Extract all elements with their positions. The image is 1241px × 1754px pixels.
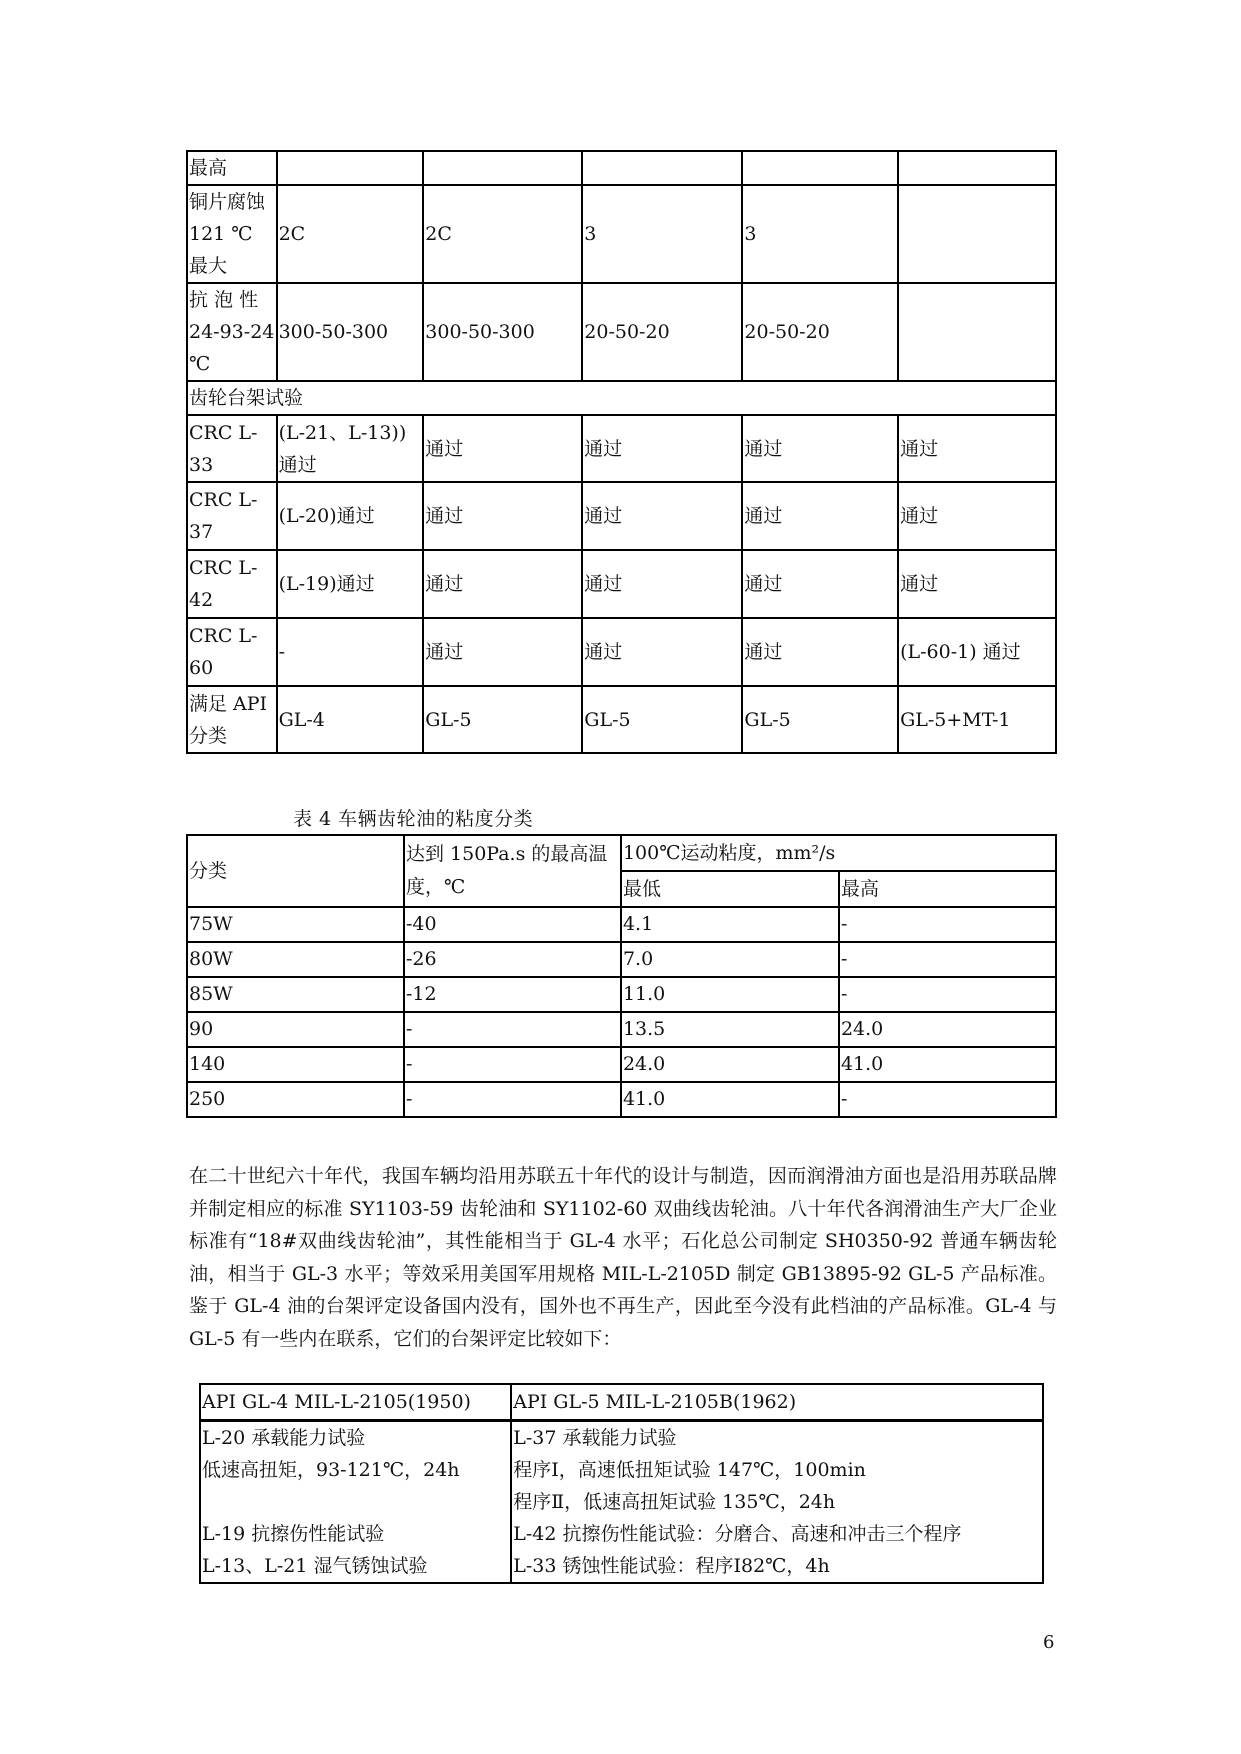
row-label: 满足 API 分类 [187,686,277,753]
table-cell: 20-50-20 [582,283,742,381]
table-row [200,1420,1043,1583]
row-label: CRC L-42 [187,550,277,618]
gl4-tests-cell [200,1420,511,1583]
page-number: 6 [1043,1632,1055,1653]
table-row [187,977,1056,1012]
table-cell [277,151,424,185]
table-header-row [187,835,1056,871]
test-line: L-42 抗擦伤性能试验：分磨合、高速和冲击三个程序 [513,1522,962,1545]
table-cell: 2C [277,185,424,283]
table-cell: 20-50-20 [742,283,898,381]
table-cell: 通过 [898,415,1056,482]
table-cell: 通过 [423,482,582,550]
table-cell: 通过 [898,482,1056,550]
table-cell: 通过 [423,415,582,482]
table-cell: 24.0 [839,1012,1056,1047]
gl5-tests-cell [511,1420,1043,1583]
header-kinematic-viscosity: 100℃运动粘度，mm²/s [621,835,1056,871]
test-line: L-13、L-21 湿气锈蚀试验 [202,1554,428,1577]
table-row [187,942,1056,977]
table-cell: 通过 [582,415,742,482]
table-caption: 表 4 车辆齿轮油的粘度分类 [293,808,534,830]
header-gl5: API GL-5 MIL-L-2105B(1962) [511,1384,1043,1420]
table-cell: (L-20)通过 [277,482,424,550]
section-row [187,381,1056,415]
table-cell: GL-5 [423,686,582,753]
gl4-gl5-comparison-table [199,1383,1044,1584]
table-cell: 300-50-300 [277,283,424,381]
table-cell: 3 [742,185,898,283]
table-cell: GL-4 [277,686,424,753]
table-cell: -12 [404,977,621,1012]
body-paragraph: 在二十世纪六十年代，我国车辆均沿用苏联五十年代的设计与制造，因而润滑油方面也是沿用苏联品牌并制定相应的标准 SY1103-59 齿轮油和 SY1102-60 双曲线齿轮油。八十年代各润滑油生产大厂企业标准有“18#双曲线齿轮油”，其性能相当于 GL-4 水平；石化总公司制定 SH0350-92 普通车辆齿轮油，相当于 GL-3 水平；等效采用美国军用规格 MIL-L-2105D 制定 GB13895-92 GL-5 产品标准。鉴于 GL-4 油的台架评定设备国内没有，国外也不再生产，因此至今没有此档油的产品标准。GL-4 与 GL-5 有一些内在联系，它们的台架评定比较如下： [189,1165,1057,1350]
test-line [202,1486,509,1518]
table-cell: 250 [187,1082,404,1117]
header-gl4: API GL-4 MIL-L-2105(1950) [200,1384,511,1420]
table-cell: 通过 [423,618,582,686]
table-cell [582,151,742,185]
table-row [187,1082,1056,1117]
table-row [187,1047,1056,1082]
table-cell: GL-5+MT-1 [898,686,1056,753]
table-row [187,618,1056,686]
test-line: L-37 承载能力试验 [513,1426,677,1449]
table-cell: - [839,942,1056,977]
test-line: 程序Ⅰ，高速低扭矩试验 147℃，100min [513,1458,866,1481]
table-row [187,550,1056,618]
test-line: L-19 抗擦伤性能试验 [202,1522,385,1545]
row-label: 抗 泡 性 24-93-24 ℃ [187,283,277,381]
table-cell [898,185,1056,283]
table-cell [742,151,898,185]
row-label: 铜片腐蚀 121 ℃ 最大 [187,185,277,283]
table-cell: 7.0 [621,942,839,977]
table-cell: 通过 [898,550,1056,618]
table-cell: - [404,1047,621,1082]
table-cell: 通过 [742,550,898,618]
table-cell: -26 [404,942,621,977]
table-cell: 80W [187,942,404,977]
table-cell: 通过 [742,618,898,686]
header-classification: 分类 [187,835,404,907]
table-cell: 13.5 [621,1012,839,1047]
table-cell: 2C [423,185,582,283]
row-label: CRC L-60 [187,618,277,686]
table-cell: 41.0 [621,1082,839,1117]
table-row [187,185,1056,283]
table-row [187,415,1056,482]
table-cell: - [404,1012,621,1047]
table-cell: 通过 [582,618,742,686]
row-label: 最高 [187,151,277,185]
table-cell [423,151,582,185]
table-row [187,151,1056,185]
table-cell: 90 [187,1012,404,1047]
table-cell: (L-21、L-13))通过 [277,415,424,482]
table-cell: 75W [187,907,404,942]
table-cell: - [839,977,1056,1012]
test-line: L-33 锈蚀性能试验：程序Ⅰ82℃，4h [513,1554,830,1577]
test-line: 低速高扭矩，93-121℃，24h [202,1458,460,1481]
table-cell: 通过 [742,415,898,482]
table-cell: 85W [187,977,404,1012]
test-line: 程序Ⅱ，低速高扭矩试验 135℃，24h [513,1490,836,1513]
viscosity-classification-table [186,834,1057,1118]
table-cell [898,151,1056,185]
header-max: 最高 [839,871,1056,907]
table-row [187,482,1056,550]
table-cell: 通过 [582,482,742,550]
table-cell: - [277,618,424,686]
table-cell: 4.1 [621,907,839,942]
table-row [187,686,1056,753]
table-cell: 3 [582,185,742,283]
table-cell: GL-5 [742,686,898,753]
test-line: L-20 承载能力试验 [202,1426,366,1449]
row-label: CRC L-37 [187,482,277,550]
table-row [187,907,1056,942]
table-cell [898,283,1056,381]
table-cell: 24.0 [621,1047,839,1082]
table-cell: 通过 [582,550,742,618]
section-title: 齿轮台架试验 [187,381,1056,415]
header-max-temp: 达到 150Pa.s 的最高温度，℃ [404,835,621,907]
table-row [187,1012,1056,1047]
table-cell: - [839,1082,1056,1117]
table-cell: 通过 [742,482,898,550]
header-min: 最低 [621,871,839,907]
table-cell: (L-60-1) 通过 [898,618,1056,686]
table-cell: -40 [404,907,621,942]
table-cell: 41.0 [839,1047,1056,1082]
table-header-row [200,1384,1043,1420]
row-label: CRC L-33 [187,415,277,482]
table-cell: - [839,907,1056,942]
table-cell: - [404,1082,621,1117]
table-cell: 通过 [423,550,582,618]
table-cell: 140 [187,1047,404,1082]
table-cell: 300-50-300 [423,283,582,381]
table-row [187,283,1056,381]
gear-oil-spec-table [186,150,1057,754]
table-cell: GL-5 [582,686,742,753]
table-cell: 11.0 [621,977,839,1012]
table-cell: (L-19)通过 [277,550,424,618]
